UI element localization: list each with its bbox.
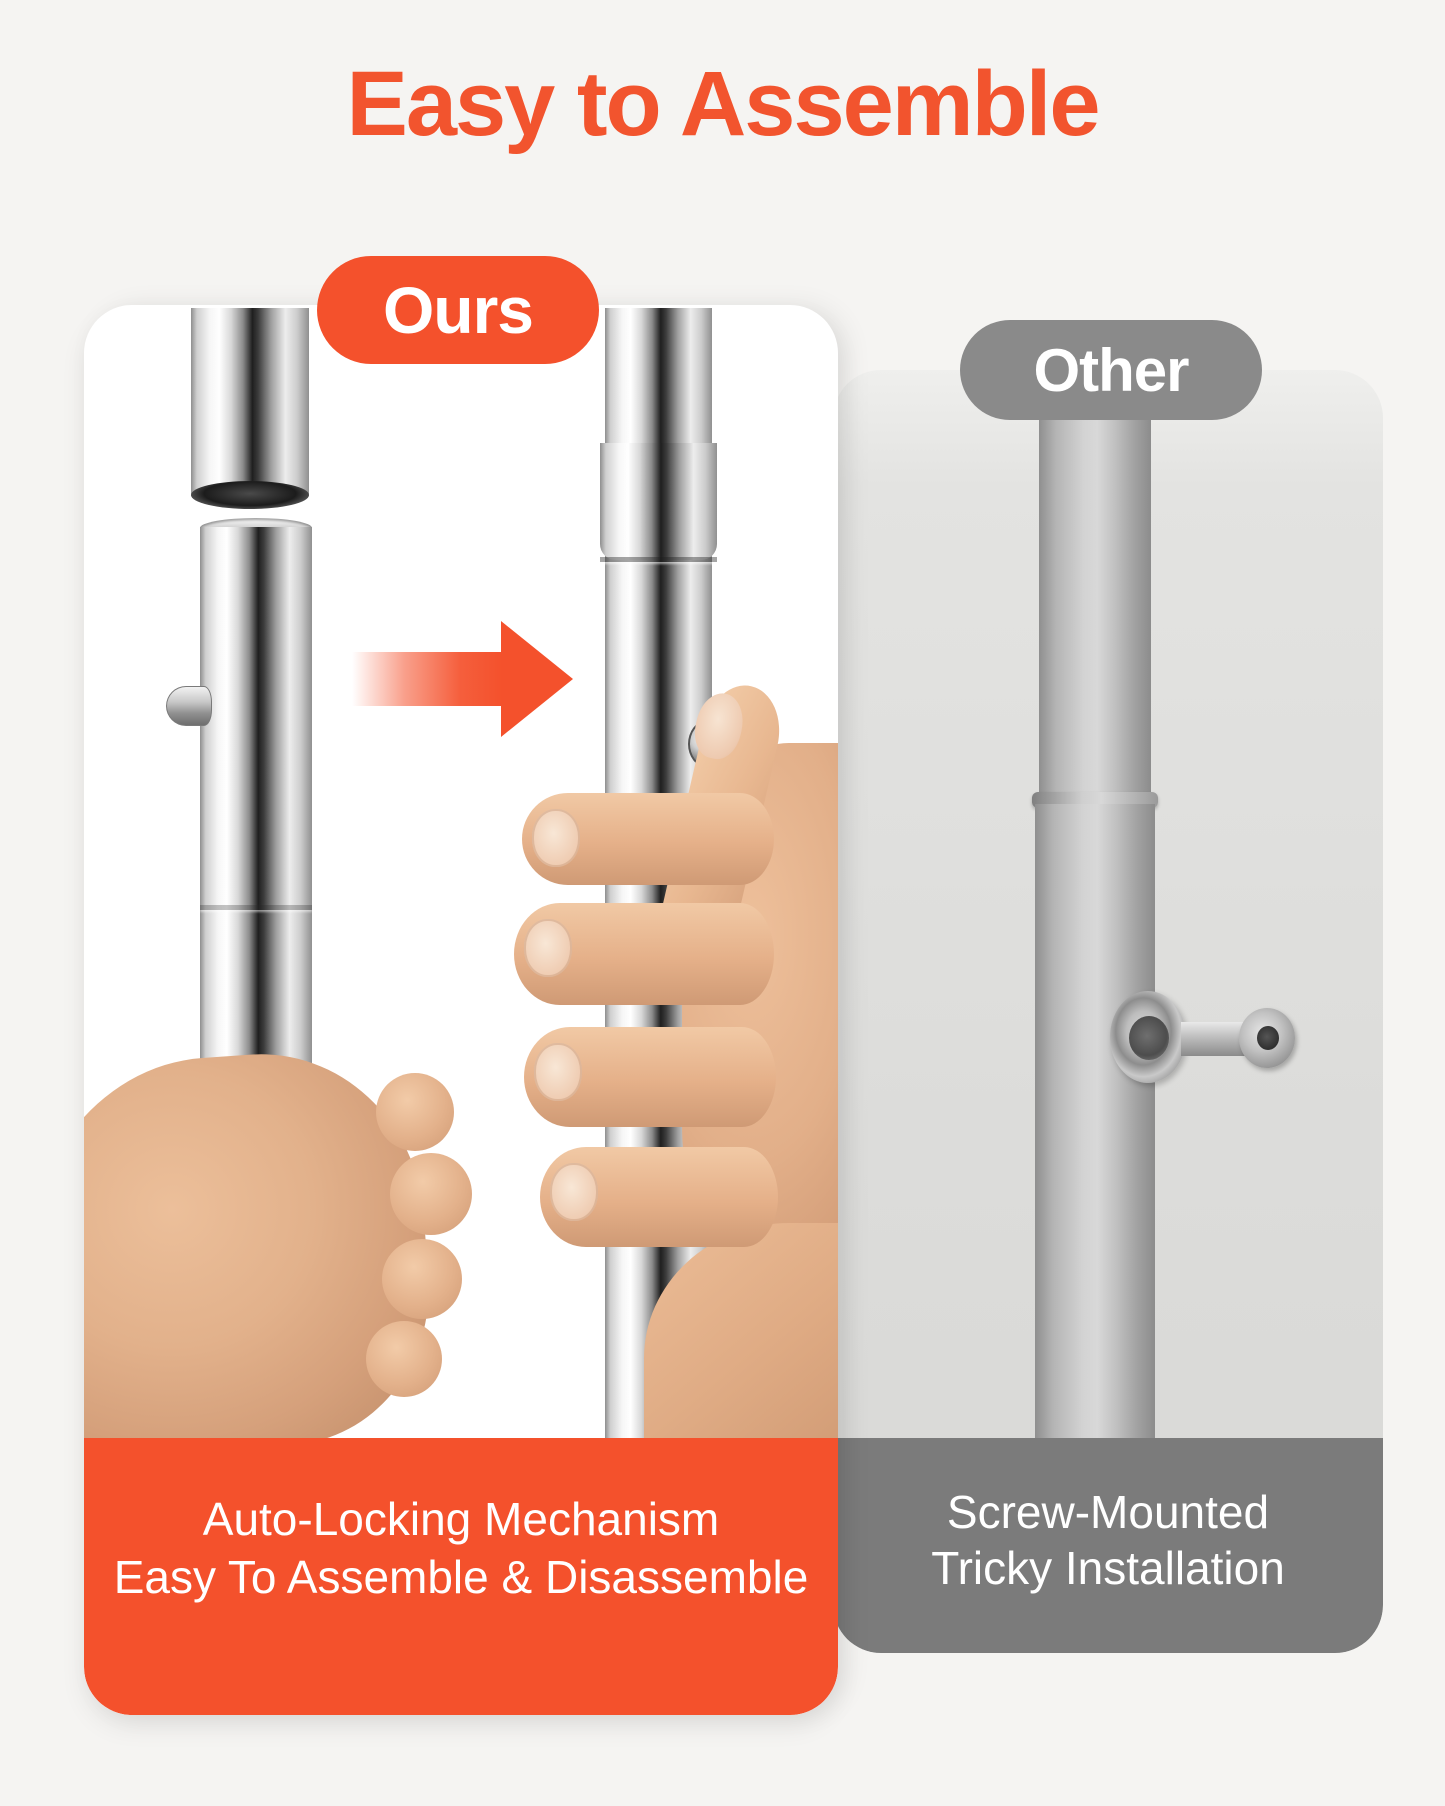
- left-hand-knuckle: [366, 1321, 442, 1397]
- ours-lower-tube-seam: [200, 905, 312, 910]
- page-title: Easy to Assemble: [346, 53, 1099, 155]
- left-hand-knuckle: [382, 1239, 462, 1319]
- ours-caption-banner: [84, 1438, 838, 1715]
- left-hand-knuckle: [376, 1073, 454, 1151]
- other-badge: Other: [960, 320, 1262, 420]
- fingernail: [532, 809, 580, 867]
- ours-upper-tube: [191, 308, 309, 496]
- other-pole-upper-section: [1039, 370, 1151, 800]
- ours-caption-line2: Easy To Assemble & Disassemble: [113, 1551, 809, 1603]
- auto-lock-pin: [166, 686, 212, 726]
- right-hand-finger: [514, 903, 774, 1005]
- ours-assembled-pole-seam: [600, 557, 717, 562]
- right-arrow-icon-head: [501, 621, 573, 737]
- other-panel: [833, 370, 1383, 1653]
- left-hand-knuckle: [390, 1153, 472, 1235]
- ours-panel: [84, 305, 838, 1715]
- other-pole-lower-section: [1035, 804, 1155, 1438]
- other-caption-line1: Screw-Mounted: [946, 1486, 1270, 1538]
- fingernail: [534, 1043, 582, 1101]
- screw-flange-hole: [1129, 1016, 1169, 1060]
- ours-upper-tube-opening: [191, 481, 309, 509]
- ours-assembled-pole-collar: [600, 443, 717, 560]
- right-hand-finger: [540, 1147, 778, 1247]
- other-caption-line2: Tricky Installation: [931, 1542, 1285, 1594]
- right-arrow-icon: [352, 652, 502, 706]
- ours-caption-line1: Auto-Locking Mechanism: [202, 1493, 720, 1545]
- fingernail: [550, 1163, 598, 1221]
- other-caption-banner: [833, 1438, 1383, 1653]
- fingernail: [524, 919, 572, 977]
- right-hand-finger: [524, 1027, 776, 1127]
- right-hand-finger: [522, 793, 774, 885]
- ours-badge: Ours: [317, 256, 599, 364]
- screw-hex-socket: [1257, 1026, 1279, 1050]
